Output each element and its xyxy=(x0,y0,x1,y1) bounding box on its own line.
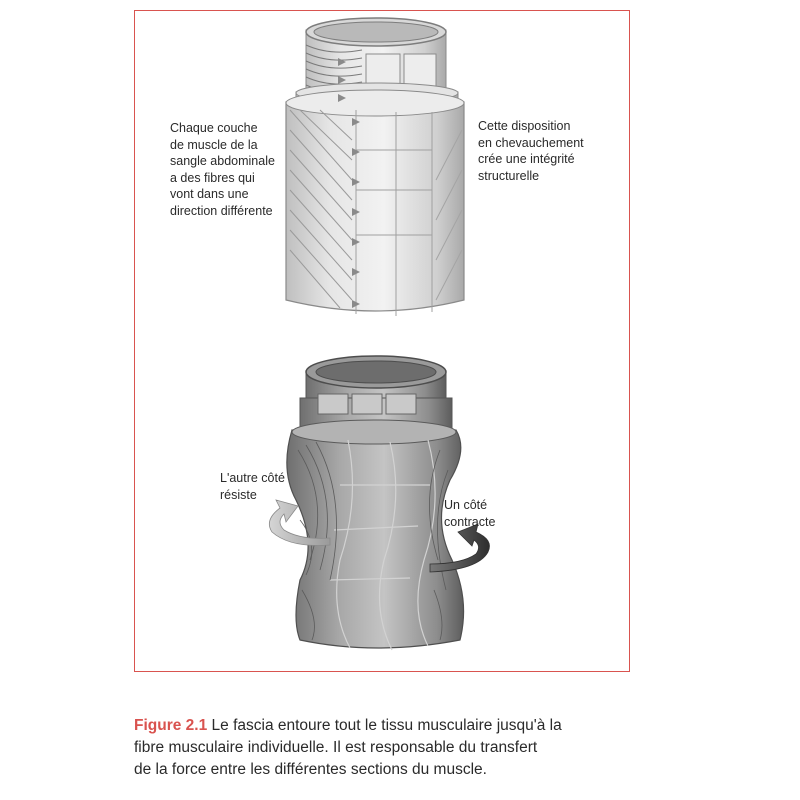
label-line: Cette disposition xyxy=(478,119,571,133)
top-cylinder xyxy=(286,18,464,316)
label-line: en chevauchement xyxy=(478,135,584,150)
label-line: sangle abdominale xyxy=(170,154,275,168)
label-line: Chaque couche xyxy=(170,121,258,135)
caption-text-1: Le fascia entoure tout le tissu musculaire jusqu'à la xyxy=(207,717,562,734)
caption-line-2: fibre musculaire individuelle. Il est responsable du transfert xyxy=(134,739,538,756)
label-line: vont dans une xyxy=(170,187,249,201)
label-line: Un côté xyxy=(444,498,488,512)
label-line: direction différente xyxy=(170,203,273,218)
label-layers xyxy=(170,120,292,219)
label-line: contracte xyxy=(444,514,496,529)
label-line: L'autre côté xyxy=(220,471,285,485)
figure-caption xyxy=(134,715,614,781)
label-contracts xyxy=(444,497,524,530)
label-resists xyxy=(220,470,300,503)
figure-number: Figure 2.1 xyxy=(134,717,208,734)
caption-line-3: de la force entre les différentes sections du muscle. xyxy=(134,761,487,778)
caption-line-1 xyxy=(134,715,614,737)
bottom-cylinder xyxy=(287,356,464,650)
label-line: a des fibres qui xyxy=(170,170,255,185)
label-line: résiste xyxy=(220,487,257,502)
label-overlap xyxy=(478,118,608,184)
label-line: de muscle de la xyxy=(170,137,258,152)
label-line: crée une intégrité xyxy=(478,152,575,166)
label-line: structurelle xyxy=(478,168,540,183)
